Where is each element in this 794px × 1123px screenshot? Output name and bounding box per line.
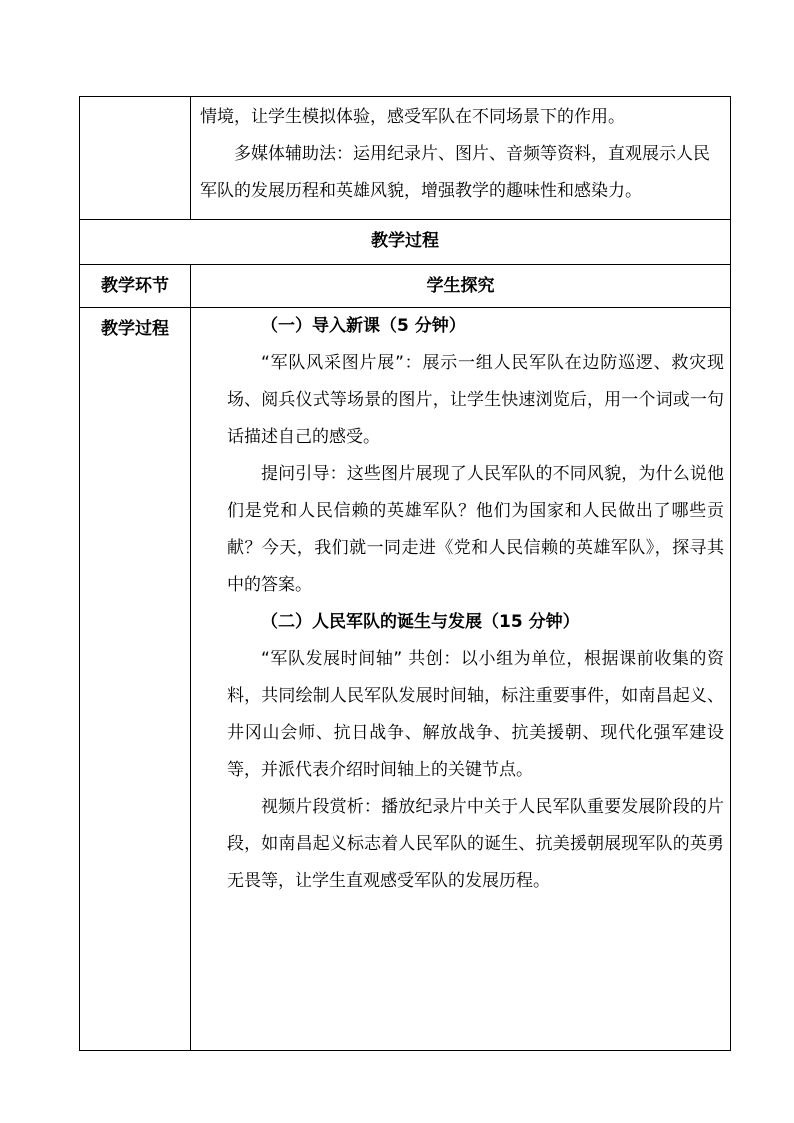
process-label: 教学过程 xyxy=(80,308,191,1051)
methods-paragraph-2: 多媒体辅助法：运用纪录片、图片、音频等资料，直观展示人民军队的发展历程和英雄风貌，增强教学的趣味性和感染力。 xyxy=(200,144,710,201)
process-content-cell xyxy=(191,308,731,1051)
paragraph-photo-exhibit: “军队风采图片展”：展示一组人民军队在边防巡逻、救灾现场、阅兵仪式等场景的图片，让学生快速浏览后，用一个词或一句话描述自己的感受。 xyxy=(227,353,724,447)
paragraph-guided-question: 提问引导：这些图片展现了人民军队的不同风貌，为什么说他们是党和人民信赖的英雄军队？他们为国家和人民做出了哪些贡献？今天，我们就一同走进《党和人民信赖的英雄军队》，探寻其中的答案。 xyxy=(227,464,724,595)
header-student-inquiry: 学生探究 xyxy=(191,265,731,308)
section-title: 教学过程 xyxy=(80,220,731,265)
header-teaching-step: 教学环节 xyxy=(80,265,191,308)
section-heading-intro: （一）导入新课（5 分钟） xyxy=(261,316,466,336)
lesson-plan-table xyxy=(79,96,731,1051)
methods-row xyxy=(80,97,731,220)
paragraph-video-analysis: 视频片段赏析：播放纪录片中关于人民军队重要发展阶段的片段，如南昌起义标志着人民军队的诞生、抗美援朝展现军队的英勇无畏等，让学生直观感受军队的发展历程。 xyxy=(227,797,724,891)
header-row xyxy=(80,265,731,308)
methods-label-cell xyxy=(80,97,191,220)
section-title-row xyxy=(80,220,731,265)
methods-paragraph-1: 情境，让学生模拟体验，感受军队在不同场景下的作用。 xyxy=(200,107,625,127)
section-heading-history: （二）人民军队的诞生与发展（15 分钟） xyxy=(261,612,580,632)
paragraph-timeline-activity: “军队发展时间轴” 共创：以小组为单位，根据课前收集的资料，共同绘制人民军队发展时间轴，标注重要事件，如南昌起义、井冈山会师、抗日战争、解放战争、抗美援朝、现代化强军建设等，并派代表介绍时间轴上的关键节点。 xyxy=(227,649,724,780)
process-row xyxy=(80,308,731,1051)
methods-content-cell xyxy=(191,97,731,220)
